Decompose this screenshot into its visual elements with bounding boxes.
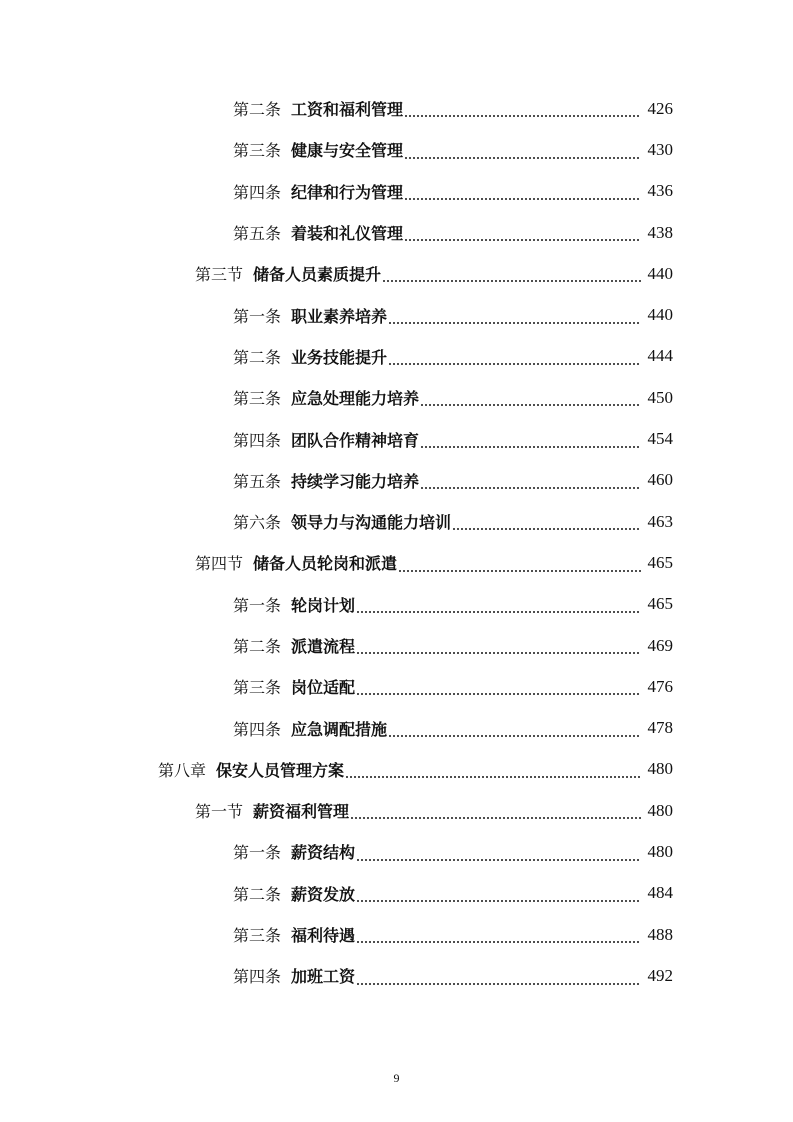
- toc-entry-number: 第四条: [233, 967, 282, 987]
- toc-entry-number: 第二条: [233, 347, 282, 367]
- toc-entry-number: 第一条: [233, 306, 282, 326]
- toc-entry-page: 488: [647, 924, 673, 944]
- toc-entry-title: 福利待遇: [291, 926, 356, 946]
- toc-dot-leader: [388, 735, 641, 737]
- toc-entry-number: 第三条: [233, 141, 282, 161]
- toc-entry-number: 第一条: [233, 595, 282, 615]
- toc-entry[interactable]: [0, 171, 793, 212]
- toc-dot-leader: [356, 941, 641, 943]
- toc-entry-number: 第三节: [195, 265, 244, 285]
- toc-entry[interactable]: [0, 584, 793, 625]
- toc-entry-title: 加班工资: [291, 967, 356, 987]
- toc-entry-page: 444: [647, 346, 673, 366]
- toc-entry-number: 第四条: [233, 182, 282, 202]
- toc-entry[interactable]: [0, 294, 793, 335]
- toc-entry-title: 纪律和行为管理: [291, 182, 404, 202]
- table-of-contents: [0, 88, 793, 997]
- toc-dot-leader: [356, 859, 641, 861]
- toc-entry[interactable]: [0, 377, 793, 418]
- toc-dot-leader: [382, 280, 641, 282]
- toc-entry-number: 第四节: [195, 554, 244, 574]
- toc-entry-page: 463: [647, 511, 673, 531]
- toc-entry-title: 薪资发放: [291, 884, 356, 904]
- toc-dot-leader: [404, 157, 641, 159]
- toc-dot-leader: [345, 776, 641, 778]
- toc-entry-title: 派遣流程: [291, 637, 356, 656]
- toc-entry-title: 业务技能提升: [291, 347, 388, 367]
- toc-entry-page: 492: [647, 965, 673, 985]
- page-number: 9: [393, 1071, 400, 1085]
- toc-entry-number: 第八章: [158, 760, 207, 780]
- toc-entry-title: 薪资结构: [291, 843, 356, 863]
- toc-entry-page: 426: [647, 98, 673, 118]
- toc-dot-leader: [404, 115, 641, 117]
- toc-entry[interactable]: [0, 914, 793, 955]
- toc-entry-page: 465: [647, 594, 673, 614]
- toc-dot-leader: [388, 363, 641, 365]
- toc-entry-page: 440: [647, 263, 673, 283]
- toc-entry[interactable]: [0, 790, 793, 831]
- toc-entry-title: 薪资福利管理: [253, 802, 350, 822]
- toc-entry[interactable]: [0, 88, 793, 129]
- toc-entry-title: 健康与安全管理: [291, 141, 404, 161]
- toc-entry-page: 480: [647, 759, 673, 779]
- toc-entry-number: 第三条: [233, 389, 282, 409]
- toc-entry[interactable]: [0, 873, 793, 914]
- toc-dot-leader: [398, 570, 641, 572]
- toc-entry-title: 着装和礼仪管理: [291, 224, 404, 244]
- toc-entry-page: 484: [647, 883, 673, 903]
- toc-entry-number: 第五条: [233, 224, 282, 244]
- toc-entry[interactable]: [0, 707, 793, 748]
- toc-entry[interactable]: [0, 955, 793, 996]
- toc-entry[interactable]: [0, 625, 793, 666]
- toc-entry-title: 持续学习能力培养: [291, 471, 420, 491]
- toc-entry-page: 460: [647, 470, 673, 490]
- toc-entry-title: 团队合作精神培育: [291, 430, 420, 450]
- toc-dot-leader: [452, 528, 641, 530]
- toc-entry-page: 469: [647, 635, 673, 655]
- toc-entry-title: 岗位适配: [291, 678, 356, 698]
- toc-dot-leader: [404, 198, 641, 200]
- toc-entry-page: 430: [647, 139, 673, 159]
- toc-entry-page: 480: [647, 841, 673, 861]
- toc-entry-number: 第四条: [233, 719, 282, 739]
- toc-entry-title: 储备人员轮岗和派遣: [253, 554, 398, 574]
- toc-entry[interactable]: [0, 666, 793, 707]
- toc-entry-page: 438: [647, 222, 673, 242]
- toc-entry[interactable]: [0, 418, 793, 459]
- toc-dot-leader: [420, 446, 641, 448]
- toc-entry-number: 第二条: [233, 100, 282, 120]
- toc-dot-leader: [420, 487, 641, 489]
- toc-entry-title: 储备人员素质提升: [253, 265, 382, 285]
- toc-dot-leader: [388, 322, 641, 324]
- toc-entry-page: 465: [647, 552, 673, 572]
- toc-entry-title: 应急处理能力培养: [291, 389, 420, 409]
- toc-entry[interactable]: [0, 336, 793, 377]
- toc-entry[interactable]: [0, 460, 793, 501]
- toc-entry-number: 第四条: [233, 430, 282, 450]
- toc-entry[interactable]: [0, 749, 793, 790]
- toc-entry-number: 第三条: [233, 678, 282, 698]
- toc-dot-leader: [356, 983, 641, 985]
- toc-entry-title: 轮岗计划: [291, 595, 356, 615]
- toc-dot-leader: [356, 693, 641, 695]
- toc-entry-number: 第三条: [233, 926, 282, 946]
- toc-dot-leader: [356, 900, 641, 902]
- toc-entry-number: 第二条: [233, 884, 282, 904]
- toc-entry-number: 第一节: [195, 802, 244, 822]
- toc-entry[interactable]: [0, 129, 793, 170]
- toc-entry[interactable]: [0, 253, 793, 294]
- toc-entry-title: 保安人员管理方案: [216, 760, 345, 780]
- toc-entry-number: 第二条: [233, 637, 282, 656]
- toc-entry-title: 应急调配措施: [291, 719, 388, 739]
- toc-entry-page: 454: [647, 429, 673, 449]
- toc-entry-page: 436: [647, 181, 673, 201]
- toc-entry-number: 第一条: [233, 843, 282, 863]
- toc-dot-leader: [404, 239, 641, 241]
- toc-dot-leader: [356, 611, 641, 613]
- toc-entry[interactable]: [0, 212, 793, 253]
- toc-entry[interactable]: [0, 831, 793, 872]
- toc-entry-title: 工资和福利管理: [291, 100, 404, 120]
- toc-entry[interactable]: [0, 501, 793, 542]
- toc-entry-page: 440: [647, 305, 673, 325]
- toc-entry-page: 450: [647, 387, 673, 407]
- toc-entry[interactable]: [0, 542, 793, 583]
- toc-entry-page: 476: [647, 676, 673, 696]
- toc-entry-title: 职业素养培养: [291, 306, 388, 326]
- toc-entry-page: 480: [647, 800, 673, 820]
- toc-entry-page: 478: [647, 718, 673, 738]
- toc-dot-leader: [356, 652, 641, 654]
- toc-dot-leader: [350, 817, 641, 819]
- toc-dot-leader: [420, 404, 641, 406]
- toc-entry-number: 第五条: [233, 471, 282, 491]
- toc-entry-number: 第六条: [233, 513, 282, 533]
- toc-entry-title: 领导力与沟通能力培训: [291, 513, 452, 533]
